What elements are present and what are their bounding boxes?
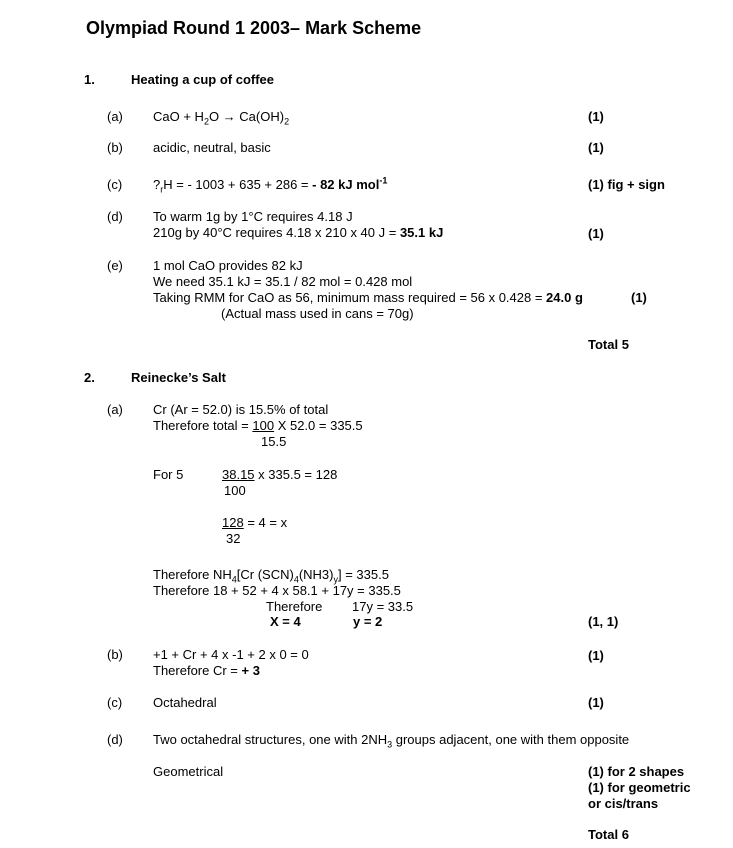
q1e-line-2: We need 35.1 kJ = 35.1 / 82 mol = 0.428 mol	[153, 274, 413, 289]
q1e-result: 24.0 g	[546, 290, 583, 305]
q1d-label: (d)	[107, 209, 123, 224]
q2a-calc-2-denominator: 32	[226, 531, 241, 546]
q2a-fraction-numerator: 100	[252, 418, 275, 433]
q2a-calc-1-numerator: 38.15	[222, 467, 255, 482]
q1c-mark: (1) fig + sign	[588, 177, 665, 192]
question-1-heading: Heating a cup of coffee	[131, 72, 275, 87]
q2d-line-1-rest: groups adjacent, one with them opposite	[392, 732, 630, 747]
q2c-label: (c)	[107, 695, 123, 710]
q1c-text-1: ?	[153, 177, 161, 192]
q1-total: Total 5	[588, 337, 629, 352]
q2a-fraction-denominator: 15.5	[261, 434, 287, 449]
q2a-for5: For 5	[153, 467, 184, 482]
q2a-line-2	[153, 418, 363, 433]
q2a-formula-4: ] = 335.5	[338, 567, 389, 582]
page-title: Olympiad Round 1 2003– Mark Scheme	[86, 18, 422, 38]
q2a-formula-line	[153, 567, 389, 585]
q1d-result: 35.1 kJ	[399, 225, 444, 240]
question-2-number: 2.	[84, 370, 95, 385]
q2b-label: (b)	[107, 647, 123, 662]
question-2-heading: Reinecke’s Salt	[131, 370, 226, 385]
q1a-sub-2: 2	[284, 116, 290, 127]
q2-total: Total 6	[588, 827, 629, 842]
q2a-therefore-label: Therefore	[266, 599, 323, 614]
q1d-line-2	[153, 225, 443, 240]
q2d-mark-1: (1) for 2 shapes	[588, 764, 685, 779]
q1a-text-2: O → Ca(OH)	[208, 109, 285, 124]
q1e-line-1: 1 mol CaO provides 82 kJ	[153, 258, 303, 273]
q2d-geometrical: Geometrical	[153, 764, 224, 779]
q2a-mark: (1, 1)	[588, 614, 619, 629]
q2a-x-result: X = 4	[270, 614, 301, 629]
q2a-formula-sub-2: 4	[293, 574, 299, 585]
q1e-line-3-text: Taking RMM for CaO as 56, minimum mass required = 56 x 0.428 =	[153, 290, 547, 305]
q2b-line-2	[153, 663, 260, 678]
q2a-calc-1-denominator: 100	[224, 483, 246, 498]
q1a-answer	[153, 109, 290, 127]
q2a-formula-2: [Cr (SCN)	[236, 567, 294, 582]
q2d-mark-2: (1) for geometric	[588, 780, 691, 795]
q2b-mark: (1)	[588, 648, 604, 663]
q2d-line-1-text: Two octahedral structures, one with 2NH	[153, 732, 388, 747]
q2a-calc-2	[222, 515, 287, 530]
q1c-sup: -1	[379, 175, 388, 186]
q2b-line-1: +1 + Cr + 4 x -1 + 2 x 0 = 0	[153, 647, 309, 662]
q2a-equation-line: Therefore 18 + 52 + 4 x 58.1 + 17y = 335.5	[153, 583, 401, 598]
q2d-line-1	[153, 732, 630, 750]
q2a-formula-sub-1: 4	[231, 574, 237, 585]
q1e-mark: (1)	[631, 290, 647, 305]
q1a-sub-1: 2	[203, 116, 209, 127]
q2c-answer: Octahedral	[153, 695, 217, 710]
q2a-label: (a)	[107, 402, 123, 417]
q2a-y-result: y = 2	[353, 614, 383, 629]
q2a-line-2-text: Therefore total =	[153, 418, 253, 433]
q2b-line-2-text: Therefore Cr =	[153, 663, 242, 678]
q2a-calc-1-rest: x 335.5 = 128	[254, 467, 338, 482]
q2d-sub: 3	[387, 739, 393, 750]
q1a-text-1: CaO + H	[153, 109, 204, 124]
q2a-calc-1	[222, 467, 337, 482]
q2a-formula-1: Therefore NH	[153, 567, 232, 582]
q1e-line-3	[153, 290, 583, 305]
q1c-text-2: H = - 1003 + 635 + 286 =	[163, 177, 313, 192]
q1c-label: (c)	[107, 177, 123, 192]
q2c-mark: (1)	[588, 695, 604, 710]
q1c-answer	[153, 175, 388, 195]
q1e-label: (e)	[107, 258, 123, 273]
q2a-line-1: Cr (Ar = 52.0) is 15.5% of total	[153, 402, 329, 417]
q2a-calc-2-rest: = 4 = x	[243, 515, 288, 530]
q1c-result: - 82 kJ mol	[312, 177, 380, 192]
q1c-sub: r	[160, 184, 164, 195]
question-1-number: 1.	[84, 72, 95, 87]
q1b-mark: (1)	[588, 140, 604, 155]
q2a-calc-2-numerator: 128	[222, 515, 244, 530]
q2a-line-2-rest: X 52.0 = 335.5	[274, 418, 363, 433]
q1e-line-4: (Actual mass used in cans = 70g)	[221, 306, 414, 321]
q2d-mark-3: or cis/trans	[588, 796, 659, 811]
q1b-label: (b)	[107, 140, 123, 155]
q2b-result: + 3	[241, 663, 260, 678]
q2a-formula-sub-3: y	[333, 574, 338, 585]
q2d-label: (d)	[107, 732, 123, 747]
q1d-line-2-text: 210g by 40°C requires 4.18 x 210 x 40 J =	[153, 225, 400, 240]
q1a-mark: (1)	[588, 109, 604, 124]
q1a-label: (a)	[107, 109, 123, 124]
q1d-mark: (1)	[588, 226, 604, 241]
q1d-line-1: To warm 1g by 1°C requires 4.18 J	[153, 209, 353, 224]
q2a-formula-3: (NH3)	[298, 567, 334, 582]
q2a-therefore-value: 17y = 33.5	[352, 599, 414, 614]
q1b-answer: acidic, neutral, basic	[153, 140, 271, 155]
